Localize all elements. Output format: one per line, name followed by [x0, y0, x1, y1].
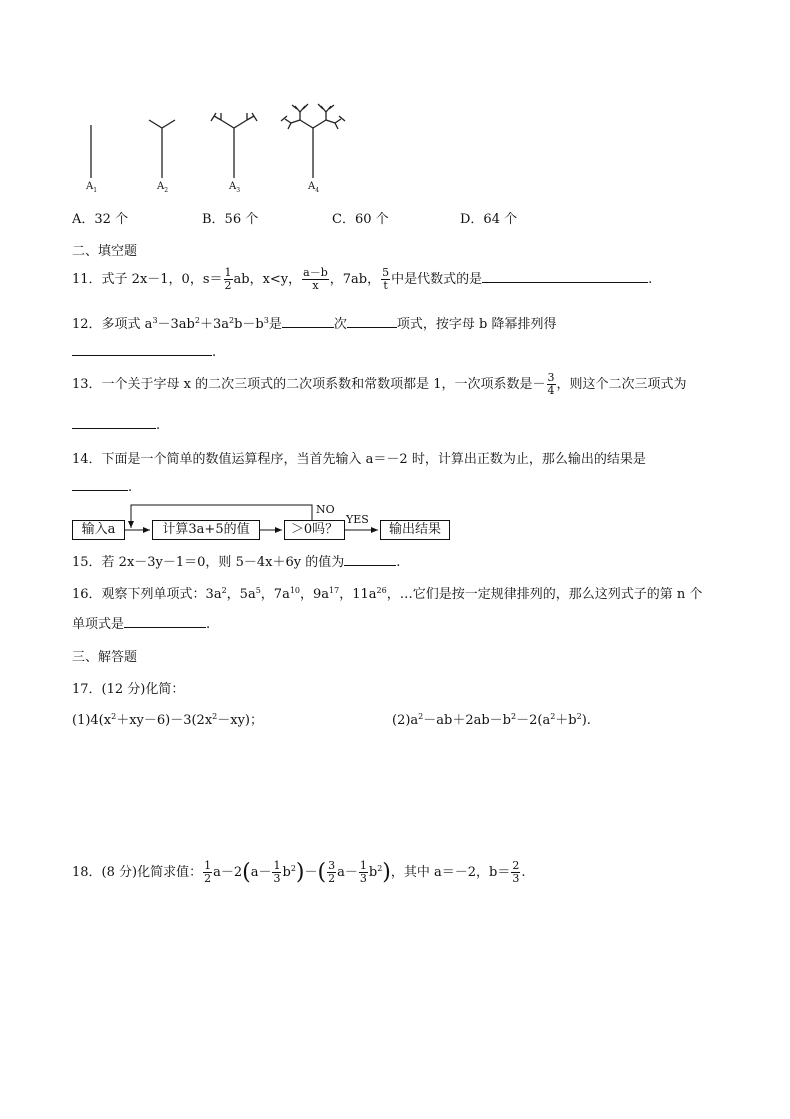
question-12-line2: .: [72, 343, 216, 360]
section-answer-title: 三、解答题: [72, 650, 138, 665]
question-14: 14．下面是一个简单的数值运算程序，当首先输入 a＝－2 时，计算出正数为止，那么输出的结果是: [72, 452, 646, 467]
flow-compute-box: 计算3a+5的值: [152, 520, 260, 540]
flow-yes-label: YES: [346, 513, 369, 526]
option-b: B．56 个: [202, 212, 259, 227]
flow-no-label: NO: [316, 503, 335, 516]
option-a: A．32 个: [72, 212, 129, 227]
question-15: 15．若 2x－3y－1＝0，则 5－4x＋6y 的值为 .: [72, 555, 401, 570]
question-16: 16．观察下列单项式：$3a^2$，$5a^5$，$7a^{10}$，$9a^{17}$，$11a^{26}$，…它们是按一定规律排列的，那么这列式子的第 n 个: [72, 586, 703, 602]
answer-blank-15[interactable]: [344, 553, 396, 566]
question-17: 17．(12 分)化简：: [72, 682, 185, 697]
question-17-part2: $(2)a^2-ab+2ab-b^2-2(a^2+b^2)$.: [392, 712, 591, 728]
question-12: 12．多项式 $a^3-3ab^2+3a^2b-b^3$是 次 项式，按字母 b 降幂排列得: [72, 316, 557, 332]
label-a1: $A_1$: [86, 181, 98, 194]
question-16-line2: 单项式是 .: [72, 617, 211, 632]
question-17-part1: $(1)4(x^2+xy-6)-3(2x^2-xy)$；: [72, 712, 263, 728]
option-d: D．64 个: [460, 212, 518, 227]
question-13: 13．一个关于字母 x 的二次三项式的二次项系数和常数项都是 1，一次项系数是－ $\frac{3}{4}$ ，则这个二次三项式为: [72, 371, 687, 397]
section-fill-in-title: 二、填空题: [72, 244, 138, 259]
answer-blank-16[interactable]: [124, 615, 206, 628]
label-a3: $A_3$: [229, 181, 241, 194]
label-a2: $A_2$: [157, 181, 169, 194]
question-14-line2: .: [72, 478, 132, 495]
flow-check-box: ＞0吗？: [284, 520, 345, 540]
question-13-line2: .: [72, 416, 160, 433]
label-a4: $A_4$: [308, 181, 320, 194]
question-11: 11．式子 2x－1，0，s＝ $\frac{1}{2}$ ab，x<y， $\frac{a-b}{x}$ ，7ab， $\frac{5}{t}$ 中是代数式的是 .: [72, 266, 653, 292]
option-c: C．60 个: [332, 212, 389, 227]
question-18: 18．(8 分)化简求值： $\frac{1}{2}$ a－2(a－ $\frac{1}{3}$ $b^2)-$( $\frac{3}{2}$ a－ $\frac{1}{3}$ $b^2$)，其中 a＝－2，b＝ $\frac{2}{3}$ .: [72, 859, 526, 885]
flow-output-box: 输出结果: [380, 520, 450, 540]
flow-input-box: 输入a: [72, 520, 125, 540]
